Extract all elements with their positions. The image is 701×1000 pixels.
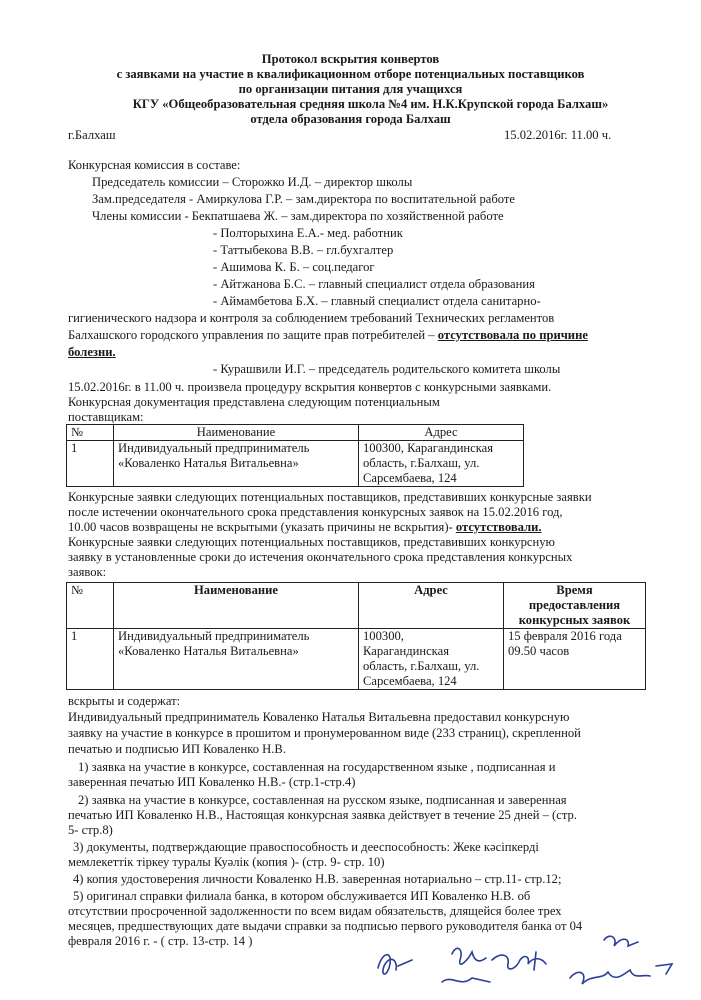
item-5-cont: месяцев, предшествующих дате выдачи справки за подписью первого руководителя банка от 04	[68, 919, 583, 933]
signature-4	[604, 936, 638, 946]
item-3: 3) документы, подтверждающие правоспособность и дееспособность: Жеке кәсіпкерді	[73, 840, 539, 854]
item-5-cont: отсутствии просроченной задолженности по всем видам обязательств, длящейся более трех	[68, 904, 562, 918]
row-address	[359, 441, 524, 487]
item-1: 1) заявка на участие в конкурсе, составленная на государственном языке , подписанная и	[78, 760, 556, 774]
city: г.Балхаш	[68, 128, 116, 142]
commission-deputy: Зам.председателя - Амиркулова Г.Р. – зам.директора по воспитательной работе	[92, 192, 515, 206]
commission-member: - Аймамбетова Б.Х. – главный специалист отдела санитарно-	[213, 294, 541, 308]
late-text-part: 10.00 часов возвращены не вскрытыми (указать причины не вскрытия)-	[68, 520, 453, 534]
commission-member-cont	[68, 328, 588, 343]
signature-5	[570, 964, 672, 984]
signature-3	[492, 952, 546, 970]
row-name-line: Индивидуальный предприниматель	[118, 629, 310, 643]
commission-member: - Курашвили И.Г. – председатель родительского комитета школы	[213, 362, 561, 376]
row-name-line: Индивидуальный предприниматель	[118, 441, 310, 455]
item-2: 2) заявка на участие в конкурсе, составленная на русском языке, подписанная и заверенная	[78, 793, 567, 807]
col-header-time-line: предоставления	[528, 598, 621, 612]
late-status: отсутствовали.	[455, 520, 542, 534]
item-1-cont: заверенная печатью ИП Коваленко Н.В.- (стр.1-стр.4)	[68, 775, 356, 789]
opened-bids-table	[66, 582, 646, 690]
absence-text: Балхашского городского управления по защите прав потребителей –	[68, 328, 435, 342]
row-address-line: область, г.Балхаш, ул.	[363, 456, 480, 470]
signature-1	[378, 955, 412, 974]
department-name: отдела образования города Балхаш	[250, 112, 451, 126]
col-header-num: №	[67, 425, 114, 441]
row-address-line: 100300,	[363, 629, 404, 643]
row-name	[114, 629, 359, 690]
absence-reason: отсутствовала по причине	[437, 328, 588, 342]
item-2-cont: печатью ИП Коваленко Н.В., Настоящая конкурсная заявка действует в течение 25 дней – (стр.	[68, 808, 577, 822]
table-row	[67, 441, 524, 487]
row-address-line: Сарсембаева, 124	[363, 674, 457, 688]
ontime-text: заявок:	[68, 565, 107, 579]
procedure-text: 15.02.2016г. в 11.00 ч. произвела процедуру вскрытия конвертов с конкурсными заявками.	[68, 380, 552, 394]
col-header-time-line: конкурсных заявок	[518, 613, 631, 627]
item-5: 5) оригинал справки филиала банка, в котором обслуживается ИП Коваленко Н.В. об	[73, 889, 531, 903]
col-header-time	[504, 583, 646, 629]
col-header-num: №	[67, 583, 114, 629]
col-header-name: Наименование	[114, 425, 359, 441]
opened-text: заявку на участие в конкурсе в прошитом и пронумерованном виде (233 страниц), скрепленной	[68, 726, 581, 740]
commission-member-cont: гигиенического надзора и контроля за соблюдением требований Технических регламентов	[68, 311, 555, 325]
ontime-text: Конкурсные заявки следующих потенциальных поставщиков, представивших конкурсную	[68, 535, 555, 549]
item-5-cont: февраля 2016 г. - ( стр. 13-стр. 14 )	[68, 934, 253, 948]
opened-intro: вскрыты и содержат:	[68, 694, 181, 708]
commission-intro: Конкурсная комиссия в составе:	[68, 158, 241, 172]
commission-member: - Айтжанова Б.С. – главный специалист отдела образования	[213, 277, 535, 291]
col-header-address: Адрес	[359, 425, 524, 441]
commission-member: - Ашимова К. Б. – соц.педагог	[213, 260, 375, 274]
item-3-cont: мемлекеттік тіркеу туралы Куәлік (копия )- (стр. 9- стр. 10)	[68, 855, 385, 869]
col-header-address: Адрес	[359, 583, 504, 629]
item-2-cont: 5- стр.8)	[68, 823, 113, 837]
late-text: Конкурсные заявки следующих потенциальных поставщиков, представивших конкурсные заявки	[68, 490, 592, 504]
late-text	[68, 520, 542, 535]
col-header-time-line: Время	[556, 583, 593, 597]
suppliers-table	[66, 424, 524, 487]
procedure-text: поставщикам:	[68, 410, 144, 424]
row-address-line: Карагандинская	[363, 644, 449, 658]
opened-text: Индивидуальный предприниматель Коваленко Наталья Витальевна предоставил конкурсную	[68, 710, 570, 724]
row-address-line: Сарсембаева, 124	[363, 471, 457, 485]
commission-member: - Полторыхина Е.А.- мед. работник	[213, 226, 403, 240]
school-name: КГУ «Общеобразовательная средняя школа №4 им. Н.К.Крупской города Балхаш»	[132, 97, 609, 111]
late-text: после истечении окончательного срока представления конкурсных заявок на 15.02.2016 год,	[68, 505, 563, 519]
ontime-text: заявку в установленные сроки до истечения окончательного срока представления конкурсных	[68, 550, 573, 564]
row-num: 1	[67, 629, 114, 690]
item-4: 4) копия удостоверения личности Коваленко Н.В. заверенная нотариально – стр.11- стр.12;	[73, 872, 562, 886]
row-time	[504, 629, 646, 690]
row-time-line: 15 февраля 2016 года	[508, 629, 622, 643]
row-num: 1	[67, 441, 114, 487]
signature-2	[442, 948, 490, 982]
doc-subtitle: с заявками на участие в квалификационном отборе потенциальных поставщиков	[116, 67, 585, 81]
row-address-line: область, г.Балхаш, ул.	[363, 659, 480, 673]
row-address-line: 100300, Карагандинская	[363, 441, 494, 455]
row-name-line: «Коваленко Наталья Витальевна»	[118, 456, 299, 470]
commission-member: - Таттыбекова В.В. – гл.бухгалтер	[213, 243, 394, 257]
row-name-line: «Коваленко Наталья Витальевна»	[118, 644, 299, 658]
table-header-row	[67, 583, 646, 629]
procedure-text: Конкурсная документация представлена следующим потенциальным	[68, 395, 440, 409]
commission-members: Члены комиссии - Бекпатшаева Ж. – зам.директора по хозяйственной работе	[92, 209, 504, 223]
table-row	[67, 629, 646, 690]
commission-chair: Председатель комиссии – Сторожко И.Д. – директор школы	[92, 175, 413, 189]
signatures	[360, 930, 700, 1000]
doc-title: Протокол вскрытия конвертов	[261, 52, 440, 66]
date-time: 15.02.2016г. 11.00 ч.	[504, 128, 612, 142]
doc-subtitle-2: по организации питания для учащихся	[238, 82, 463, 96]
col-header-name: Наименование	[114, 583, 359, 629]
row-address	[359, 629, 504, 690]
row-name	[114, 441, 359, 487]
absence-reason-cont: болезни.	[68, 345, 116, 359]
opened-text: печатью и подписью ИП Коваленко Н.В.	[68, 742, 286, 756]
table-header-row	[67, 425, 524, 441]
row-time-line: 09.50 часов	[508, 644, 570, 658]
